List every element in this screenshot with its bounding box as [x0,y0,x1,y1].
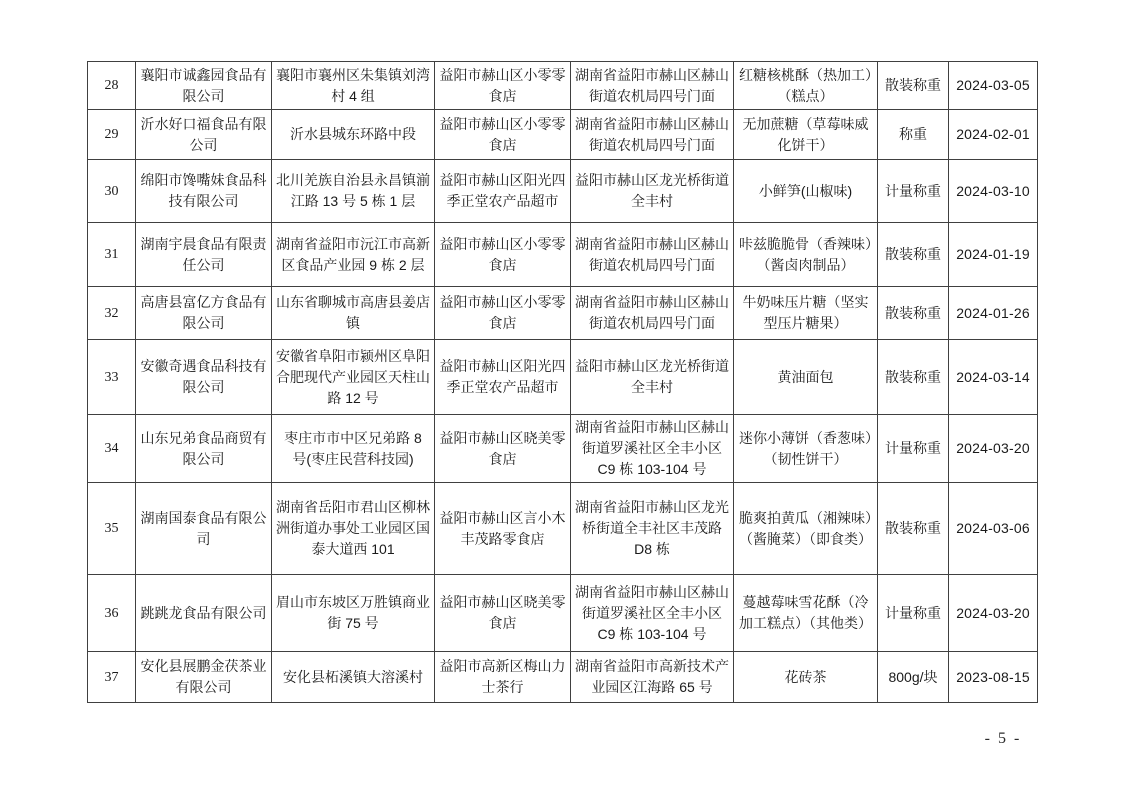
cell-spec: 散装称重 [878,62,949,110]
cell-company: 湖南国泰食品有限公司 [136,483,272,575]
cell-spec: 散装称重 [878,223,949,287]
cell-store: 益阳市高新区梅山力士茶行 [435,652,571,703]
cell-company-address: 安徽省阜阳市颍州区阜阳合肥现代产业园区天柱山路 12 号 [272,340,435,415]
cell-no: 30 [88,160,136,223]
table-row [88,160,1038,223]
cell-no: 34 [88,415,136,483]
food-inspection-table [87,61,1038,703]
cell-store-address: 湖南省益阳市赫山区赫山街道农机局四号门面 [571,62,734,110]
table-row [88,652,1038,703]
cell-no: 31 [88,223,136,287]
cell-date: 2024-01-19 [949,223,1038,287]
cell-date: 2024-03-14 [949,340,1038,415]
cell-store-address: 湖南省益阳市赫山区赫山街道罗溪社区全丰小区 C9 栋 103-104 号 [571,415,734,483]
cell-store-address: 益阳市赫山区龙光桥街道全丰村 [571,160,734,223]
cell-product: 咔兹脆脆骨（香辣味）（酱卤肉制品） [734,223,878,287]
cell-store: 益阳市赫山区阳光四季正堂农产品超市 [435,340,571,415]
cell-date: 2024-03-10 [949,160,1038,223]
cell-spec: 散装称重 [878,340,949,415]
table-row [88,483,1038,575]
table-row [88,415,1038,483]
cell-company: 安化县展鹏金茯茶业有限公司 [136,652,272,703]
cell-date: 2023-08-15 [949,652,1038,703]
cell-spec: 计量称重 [878,160,949,223]
cell-company: 绵阳市馋嘴妹食品科技有限公司 [136,160,272,223]
cell-company: 沂水好口福食品有限公司 [136,110,272,160]
table-row [88,110,1038,160]
cell-product: 黄油面包 [734,340,878,415]
cell-company: 高唐县富亿方食品有限公司 [136,287,272,340]
cell-date: 2024-02-01 [949,110,1038,160]
cell-company: 襄阳市诚鑫园食品有限公司 [136,62,272,110]
cell-store: 益阳市赫山区晓美零食店 [435,575,571,652]
inspection-table-body [88,62,1038,703]
cell-company-address: 山东省聊城市高唐县姜店镇 [272,287,435,340]
cell-store-address: 湖南省益阳市赫山区赫山街道罗溪社区全丰小区 C9 栋 103-104 号 [571,575,734,652]
cell-company-address: 湖南省益阳市沅江市高新区食品产业园 9 栋 2 层 [272,223,435,287]
table-row [88,62,1038,110]
cell-store-address: 湖南省益阳市赫山区赫山街道农机局四号门面 [571,110,734,160]
cell-product: 脆爽拍黄瓜（湘辣味）（酱腌菜）（即食类） [734,483,878,575]
cell-date: 2024-03-20 [949,415,1038,483]
cell-store: 益阳市赫山区小零零食店 [435,62,571,110]
cell-date: 2024-03-06 [949,483,1038,575]
cell-company-address: 枣庄市市中区兄弟路 8 号(枣庄民营科技园) [272,415,435,483]
cell-company: 湖南宇晨食品有限责任公司 [136,223,272,287]
cell-product: 红糖核桃酥（热加工）（糕点） [734,62,878,110]
cell-company-address: 沂水县城东环路中段 [272,110,435,160]
cell-spec: 称重 [878,110,949,160]
cell-store: 益阳市赫山区晓美零食店 [435,415,571,483]
cell-company: 安徽奇遇食品科技有限公司 [136,340,272,415]
cell-company-address: 北川羌族自治县永昌镇湔江路 13 号 5 栋 1 层 [272,160,435,223]
cell-store: 益阳市赫山区阳光四季正堂农产品超市 [435,160,571,223]
cell-product: 花砖茶 [734,652,878,703]
cell-store: 益阳市赫山区言小木丰茂路零食店 [435,483,571,575]
cell-company-address: 眉山市东坡区万胜镇商业街 75 号 [272,575,435,652]
cell-product: 无加蔗糖（草莓味威化饼干） [734,110,878,160]
cell-spec: 散装称重 [878,287,949,340]
cell-company-address: 襄阳市襄州区朱集镇刘湾村 4 组 [272,62,435,110]
cell-product: 蔓越莓味雪花酥（冷加工糕点）（其他类） [734,575,878,652]
cell-company: 山东兄弟食品商贸有限公司 [136,415,272,483]
cell-product: 小鲜笋(山椒味) [734,160,878,223]
cell-store-address: 益阳市赫山区龙光桥街道全丰村 [571,340,734,415]
cell-company-address: 安化县柘溪镇大溶溪村 [272,652,435,703]
table-row [88,223,1038,287]
cell-no: 33 [88,340,136,415]
table-row [88,287,1038,340]
page-number: - 5 - [984,730,1022,747]
cell-company: 跳跳龙食品有限公司 [136,575,272,652]
cell-no: 29 [88,110,136,160]
cell-store: 益阳市赫山区小零零食店 [435,287,571,340]
cell-spec: 计量称重 [878,415,949,483]
cell-spec: 计量称重 [878,575,949,652]
cell-no: 36 [88,575,136,652]
cell-no: 37 [88,652,136,703]
cell-product: 牛奶味压片糖（坚实型压片糖果） [734,287,878,340]
cell-store-address: 湖南省益阳市高新技术产业园区江海路 65 号 [571,652,734,703]
cell-no: 32 [88,287,136,340]
cell-store-address: 湖南省益阳市赫山区赫山街道农机局四号门面 [571,287,734,340]
cell-no: 28 [88,62,136,110]
cell-company-address: 湖南省岳阳市君山区柳林洲街道办事处工业园区国泰大道西 101 [272,483,435,575]
cell-date: 2024-03-20 [949,575,1038,652]
cell-store-address: 湖南省益阳市赫山区龙光桥街道全丰社区丰茂路 D8 栋 [571,483,734,575]
table-row [88,340,1038,415]
cell-spec: 800g/块 [878,652,949,703]
cell-no: 35 [88,483,136,575]
cell-store: 益阳市赫山区小零零食店 [435,223,571,287]
cell-product: 迷你小薄饼（香葱味）（韧性饼干） [734,415,878,483]
cell-date: 2024-03-05 [949,62,1038,110]
cell-date: 2024-01-26 [949,287,1038,340]
cell-store: 益阳市赫山区小零零食店 [435,110,571,160]
cell-store-address: 湖南省益阳市赫山区赫山街道农机局四号门面 [571,223,734,287]
table-row [88,575,1038,652]
cell-spec: 散装称重 [878,483,949,575]
